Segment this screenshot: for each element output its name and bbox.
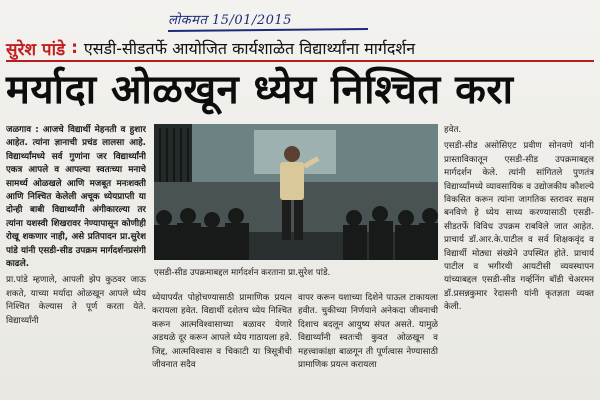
photo-illustration <box>154 124 438 260</box>
article-column-2 <box>152 292 292 394</box>
column-4-paragraph-2: एसडी-सीड असोसिएट प्रवीण सोनवणे यांनी प्रास्ताविकातून एसडी-सीड उपक्रमाबद्दल मार्गदर्शन केले. त्यांनी सांगितले पुणतंत्र विद्यार्थ्यांमध्ये व्यावसायिक व उद्योजकीय कौशल्ये विकसित करून त्यांना जागतिक स्तरावर सक्षम बनविणे हे ध्येय साध्य करण्यासाठी एसडी-सीडतर्फे विविध उपक्रम राबविले जात आहेत. प्राचार्य डॉ.आर.के.पाटील व सर्व शिक्षकवृंद व विद्यार्थी मोठ्या संख्येने उपस्थित होते. प्राचार्य पाटील व भगीरथी आयटीसी व्यवस्थापन यांच्याबद्दल एसडी-सीड गर्व्हनिंग बॉडी चेअरमन डॉ.प्रसन्नकुमार रेदासनी यांनी कृतज्ञता व्यक्त केली. <box>444 141 594 313</box>
kicker-line <box>6 36 594 62</box>
article-column-3 <box>298 292 438 394</box>
article-columns <box>6 124 594 394</box>
photo-caption: एसडी-सीड उपक्रमाबद्दल मार्गदर्शन करताना प्रा.सुरेश पांडे. <box>154 268 331 278</box>
article-column-1 <box>6 124 146 394</box>
date-underline <box>168 28 368 32</box>
column-4-paragraph-1: हवेत. <box>444 125 462 135</box>
event-photo <box>154 124 438 260</box>
handwritten-date-note <box>168 10 408 31</box>
column-1-paragraph-1: जळगाव : आजचे विद्यार्थी मेहनती व हुशार आहेत. त्यांना ज्ञानाची प्रचंड लालसा आहे. विद्यार्थ्यांमध्ये सर्व गुणांना जर विद्यार्थ्यांनी एकत्र आपले व आपल्या स्वतःच्या मनाचे सामर्थ्य ओळखले आणि मजबूत मनःशक्ती आणि निश्चित केलेली अचूक ध्येयप्राप्ती या दोन्ही बाबी विद्यार्थ्यांनी अंगीकारल्या तर त्यांना यशस्वी शिखरावर नेण्यापासून कोणीही रोखू शकणार नाही, असे प्रतिपादन प्रा.सुरेश पांडे यांनी एसडी-सीड उपक्रम मार्गदर्शनप्रसंगी काढले. <box>6 125 146 270</box>
column-1-paragraph-2: प्रा.पांडे म्हणाले, आपली झेप कुठवर जाऊ शकते, याच्या मर्यादा ओळखून आपले ध्येय निश्चित केल्यास ते पूर्ण करता येते. विद्यार्थ्यांनी <box>6 275 146 326</box>
column-3-paragraph-1: वापर करून यशाच्या दिशेने पाऊल टाकायला हवीत. चुकीच्या निर्णयाने अनेकदा जीवनाची दिशाच बदलून आयुष्य संपत असते. यामुळे विद्यार्थ्यांनी स्वतःची कुवत ओळखून व महत्त्वाकांक्षा बाळगून ती पूर्णत्वास नेण्यासाठी प्रामाणिक प्रयत्न करायला <box>298 293 438 371</box>
kicker-dek: एसडी-सीडतर्फे आयोजित कार्यशाळेत विद्यार्थ्यांना मार्गदर्शन <box>83 39 416 58</box>
publication-date-text: लोकमत 15/01/2015 <box>168 13 292 28</box>
column-2-paragraph-1: ध्येयापर्यंत पोहोचण्यासाठी प्रामाणिक प्रयत्न करायला हवेत. विद्यार्थी दशेतच ध्येय निश्चित करून आत्मविश्वासाच्या बळावर येणारे अडथळे दूर करून आपले ध्येय गाठायला हवे. जिद्द, आत्मविश्वास व चिकाटी या त्रिसूत्रीची जीवनात सदैव <box>152 293 292 371</box>
kicker-name: सुरेश पांडे <box>6 39 66 60</box>
article-column-4 <box>444 124 594 394</box>
kicker-colon: : <box>71 38 78 58</box>
headline: मर्यादा ओळखून ध्येय निश्चित करा <box>6 67 514 113</box>
